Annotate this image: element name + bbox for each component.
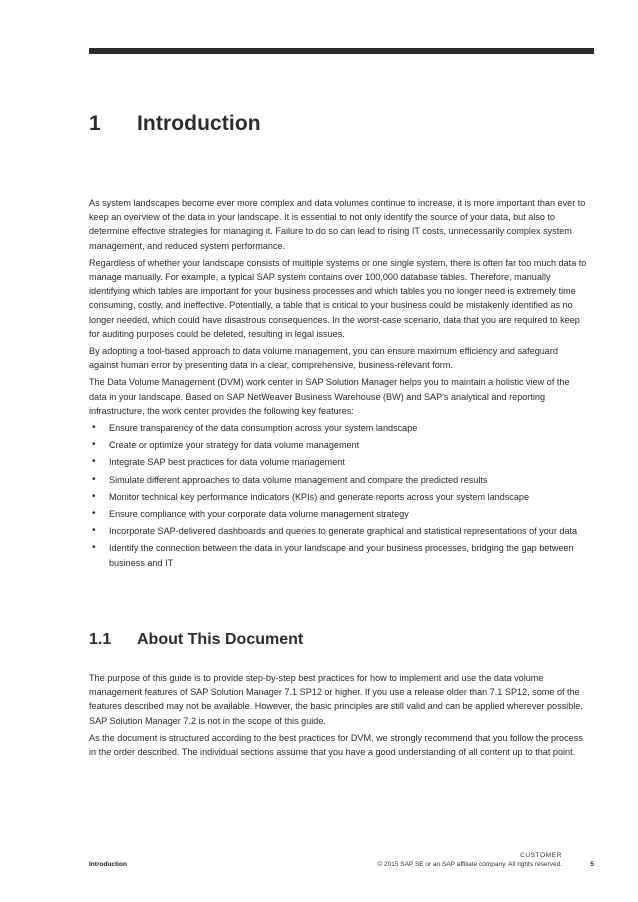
feature-item: • Monitor technical key performance indicators (KPIs) and generate reports across your system landscape xyxy=(89,490,589,504)
footer-copyright: © 2015 SAP SE or an SAP affiliate company. All rights reserved. xyxy=(377,861,562,868)
feature-item: • Incorporate SAP-delivered dashboards and queries to generate graphical and statistical representations of your data xyxy=(89,524,589,538)
about-paragraph: The purpose of this guide is to provide step-by-step best practices for how to implement and use the data volume management features of SAP Solution Manager 7.1 SP12 or higher. If you use a release older than 7.1 SP12, some of the features described may not be available. However, the basic principles are still valid and can be applied wherever possible. SAP Solution Manager 7.2 is not in the scope of this guide. xyxy=(89,673,583,726)
feature-item: • Integrate SAP best practices for data volume management xyxy=(89,455,589,469)
about-paragraph: As the document is structured according to the best practices for DVM, we strongly recommend that you follow the process in the order described. The individual sections assume that you have a good understanding of all content up to that point. xyxy=(89,732,583,758)
chapter-number: 1 xyxy=(89,112,101,135)
section-heading xyxy=(89,631,303,649)
feature-item: • Ensure transparency of the data consumption across your system landscape xyxy=(89,421,589,435)
about-content xyxy=(89,671,589,762)
section-number: 1.1 xyxy=(89,631,112,648)
page-number: 5 xyxy=(590,861,594,868)
chapter-heading xyxy=(89,112,261,136)
intro-paragraph: As system landscapes become ever more complex and data volumes continue to increase, it is more important than ever to keep an overview of the data in your landscape. It is essential to not only identify the source of your data, but also to determine effective strategies for managing it. Failure to do so can lead to rising IT costs, unnecessarily complex system management, and reduced system performance. xyxy=(89,198,586,251)
footer-classification: CUSTOMER xyxy=(520,852,562,859)
feature-list xyxy=(89,421,589,570)
chapter-title: Introduction xyxy=(137,112,261,135)
intro-content xyxy=(89,196,589,573)
feature-item: • Create or optimize your strategy for data volume management xyxy=(89,438,589,452)
section-title: About This Document xyxy=(137,631,304,648)
intro-paragraph: Regardless of whether your landscape consists of multiple systems or one single system, there is often far too much data to manage manually. For example, a typical SAP system contains over 100,000 database tables. Therefore, manually identifying which tables are important for your business processes and which tables you no longer need is extremely time consuming, costly, and ineffective. Potentially, a table that is critical to your business could be mistakenly identified as no longer needed, which could have disastrous consequences. In the worst-case scenario, data that you are required to keep for auditing purposes could be deleted, resulting in legal issues. xyxy=(89,257,587,339)
feature-item: • Simulate different approaches to data volume management and compare the predicted results xyxy=(89,473,589,487)
intro-paragraph: By adopting a tool-based approach to data volume management, you can ensure maximum efficiency and safeguard against human error by presenting data in a clear, comprehensive, business-relevant form. xyxy=(89,346,558,371)
feature-item: • Ensure compliance with your corporate data volume management strategy xyxy=(89,507,589,521)
feature-item: • Identify the connection between the data in your landscape and your business processes, bridging the gap between business and IT xyxy=(89,541,589,569)
intro-paragraph: The Data Volume Management (DVM) work center in SAP Solution Manager helps you to maintain a holistic view of the data in your landscape. Based on SAP NetWeaver Business Warehouse (BW) and SAP's analytical and reporting infrastructure, the work center provides the following key features: xyxy=(89,377,570,416)
header-rule xyxy=(89,48,594,54)
footer-section-name: Introduction xyxy=(89,861,127,868)
